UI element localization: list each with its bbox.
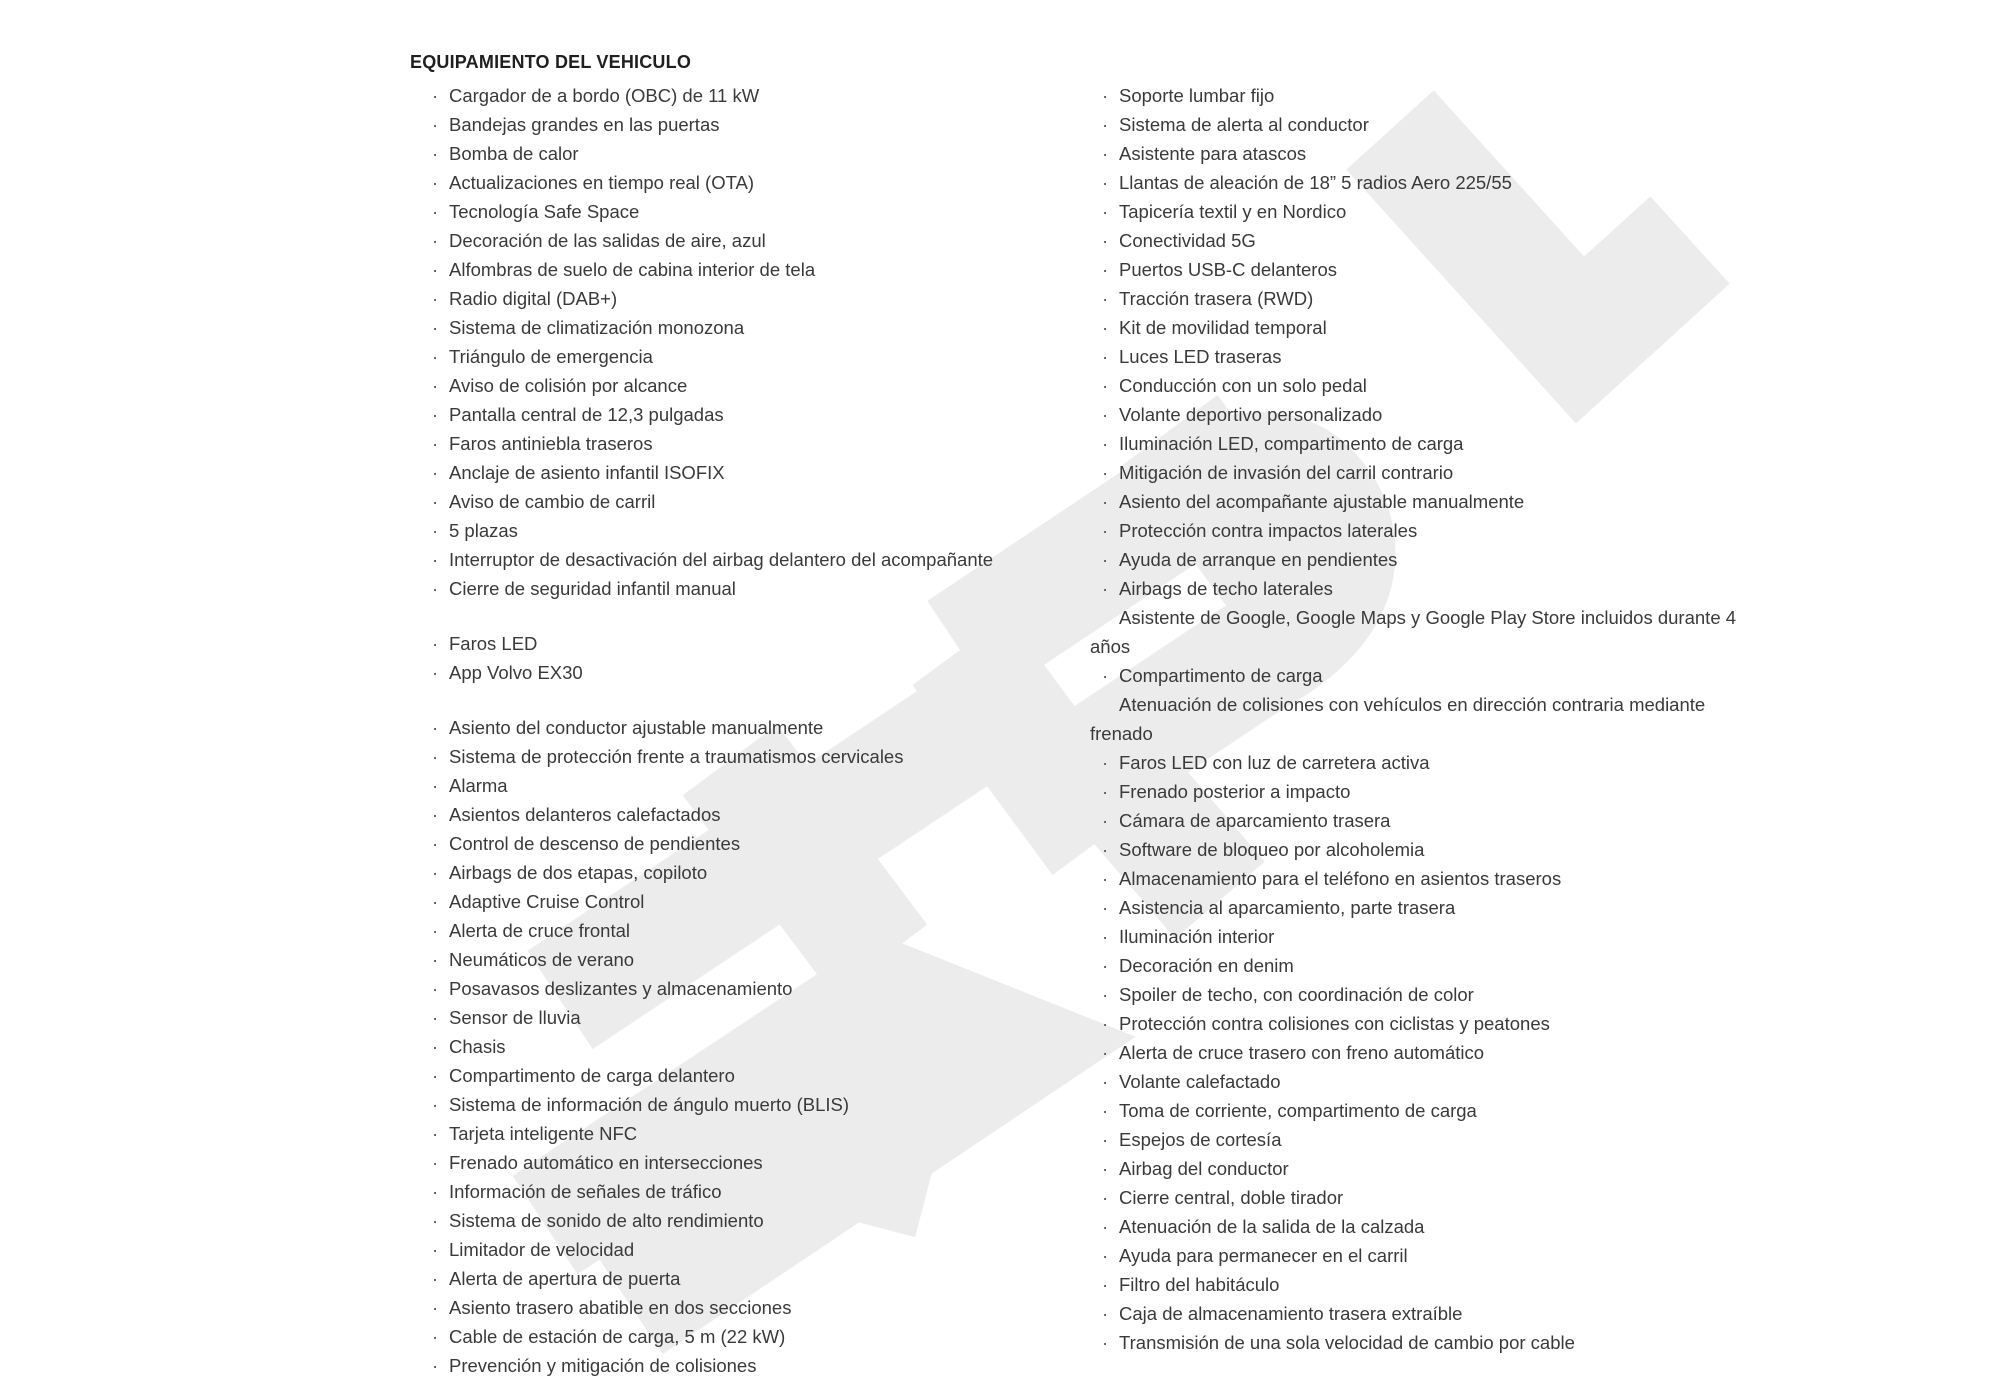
list-item: · Asistencia al aparcamiento, parte trasera <box>1090 893 1770 922</box>
list-item: · Cierre de seguridad infantil manual <box>410 574 1050 603</box>
list-item: · Decoración de las salidas de aire, azul <box>410 226 1050 255</box>
list-item: · Spoiler de techo, con coordinación de color <box>1090 980 1770 1009</box>
list-item: · Atenuación de colisiones con vehículos en dirección contraria mediante frenado <box>1090 690 1770 748</box>
list-item: · Alerta de cruce frontal <box>410 916 1050 945</box>
list-item: · Bandejas grandes en las puertas <box>410 110 1050 139</box>
list-item: · Neumáticos de verano <box>410 945 1050 974</box>
list-item: · Protección contra impactos laterales <box>1090 516 1770 545</box>
list-item: · Chasis <box>410 1032 1050 1061</box>
list-item: · Compartimento de carga <box>1090 661 1770 690</box>
list-item: · Cargador de a bordo (OBC) de 11 kW <box>410 81 1050 110</box>
list-item: · Volante deportivo personalizado <box>1090 400 1770 429</box>
list-item: · Protección contra colisiones con ciclistas y peatones <box>1090 1009 1770 1038</box>
list-item: · Radio digital (DAB+) <box>410 284 1050 313</box>
list-item: · Cable de estación de carga, 5 m (22 kW) <box>410 1322 1050 1351</box>
list-item: · Aviso de colisión por alcance <box>410 371 1050 400</box>
list-item: · Espejos de cortesía <box>1090 1125 1770 1154</box>
list-item: · Sistema de climatización monozona <box>410 313 1050 342</box>
list-item: · Compartimento de carga delantero <box>410 1061 1050 1090</box>
list-item: · Anclaje de asiento infantil ISOFIX <box>410 458 1050 487</box>
list-item: · Volante calefactado <box>1090 1067 1770 1096</box>
list-item: · Filtro del habitáculo <box>1090 1270 1770 1299</box>
list-item: · Limitador de velocidad <box>410 1235 1050 1264</box>
list-item: · Faros LED <box>410 629 1050 658</box>
list-item: · Tracción trasera (RWD) <box>1090 284 1770 313</box>
list-item: · Sistema de protección frente a traumatismos cervicales <box>410 742 1050 771</box>
equipment-document <box>410 50 1770 1376</box>
right-column <box>1090 81 1770 1357</box>
list-item: · Decoración en denim <box>1090 951 1770 980</box>
list-item: · Interruptor de desactivación del airbag delantero del acompañante <box>410 545 1050 574</box>
left-group-3 <box>410 713 1050 1380</box>
list-item: · Asiento trasero abatible en dos secciones <box>410 1293 1050 1322</box>
list-item: · Prevención y mitigación de colisiones <box>410 1351 1050 1380</box>
list-item: · Frenado automático en intersecciones <box>410 1148 1050 1177</box>
list-item: · Airbag del conductor <box>1090 1154 1770 1183</box>
list-item: · Ayuda para permanecer en el carril <box>1090 1241 1770 1270</box>
left-group-1 <box>410 81 1050 603</box>
list-item: · Mitigación de invasión del carril contrario <box>1090 458 1770 487</box>
left-column <box>410 81 1050 1380</box>
list-item: · 5 plazas <box>410 516 1050 545</box>
list-item: · Iluminación interior <box>1090 922 1770 951</box>
list-item: · Frenado posterior a impacto <box>1090 777 1770 806</box>
list-item: · Kit de movilidad temporal <box>1090 313 1770 342</box>
list-item: · Actualizaciones en tiempo real (OTA) <box>410 168 1050 197</box>
list-item: · Asiento del acompañante ajustable manualmente <box>1090 487 1770 516</box>
document-title: EQUIPAMIENTO DEL VEHICULO <box>410 52 692 72</box>
list-item: · Tarjeta inteligente NFC <box>410 1119 1050 1148</box>
list-item: · Atenuación de la salida de la calzada <box>1090 1212 1770 1241</box>
left-group-2 <box>410 629 1050 687</box>
list-item: · Sistema de información de ángulo muerto (BLIS) <box>410 1090 1050 1119</box>
list-item: · Cámara de aparcamiento trasera <box>1090 806 1770 835</box>
list-item: · Transmisión de una sola velocidad de cambio por cable <box>1090 1328 1770 1357</box>
list-item: · Tapicería textil y en Nordico <box>1090 197 1770 226</box>
list-item: · Asientos delanteros calefactados <box>410 800 1050 829</box>
list-item: · Posavasos deslizantes y almacenamiento <box>410 974 1050 1003</box>
list-item: · Tecnología Safe Space <box>410 197 1050 226</box>
list-item: · Sensor de lluvia <box>410 1003 1050 1032</box>
list-item: · Caja de almacenamiento trasera extraíble <box>1090 1299 1770 1328</box>
list-item: · Faros antiniebla traseros <box>410 429 1050 458</box>
list-item: · Puertos USB-C delanteros <box>1090 255 1770 284</box>
list-item: · Iluminación LED, compartimento de carga <box>1090 429 1770 458</box>
list-item: · Luces LED traseras <box>1090 342 1770 371</box>
list-item: · Control de descenso de pendientes <box>410 829 1050 858</box>
list-item: · Adaptive Cruise Control <box>410 887 1050 916</box>
list-item: · Triángulo de emergencia <box>410 342 1050 371</box>
list-item: · Software de bloqueo por alcoholemia <box>1090 835 1770 864</box>
list-item: · Información de señales de tráfico <box>410 1177 1050 1206</box>
list-item: · Bomba de calor <box>410 139 1050 168</box>
list-item: · Cierre central, doble tirador <box>1090 1183 1770 1212</box>
list-item: · Conducción con un solo pedal <box>1090 371 1770 400</box>
list-item: · Airbags de techo laterales <box>1090 574 1770 603</box>
list-item: · Asistente de Google, Google Maps y Google Play Store incluidos durante 4 años <box>1090 603 1770 661</box>
list-item: · Asiento del conductor ajustable manualmente <box>410 713 1050 742</box>
list-item: · Conectividad 5G <box>1090 226 1770 255</box>
list-item: · App Volvo EX30 <box>410 658 1050 687</box>
list-item: · Alarma <box>410 771 1050 800</box>
list-item: · Aviso de cambio de carril <box>410 487 1050 516</box>
list-item: · Faros LED con luz de carretera activa <box>1090 748 1770 777</box>
list-item: · Almacenamiento para el teléfono en asientos traseros <box>1090 864 1770 893</box>
list-item: · Asistente para atascos <box>1090 139 1770 168</box>
list-item: · Sistema de sonido de alto rendimiento <box>410 1206 1050 1235</box>
right-list <box>1090 81 1770 1357</box>
list-item: · Soporte lumbar fijo <box>1090 81 1770 110</box>
list-item: · Llantas de aleación de 18” 5 radios Aero 225/55 <box>1090 168 1770 197</box>
list-item: · Alerta de apertura de puerta <box>410 1264 1050 1293</box>
list-item: · Toma de corriente, compartimento de carga <box>1090 1096 1770 1125</box>
list-item: · Alerta de cruce trasero con freno automático <box>1090 1038 1770 1067</box>
spacer <box>410 687 1050 713</box>
list-item: · Airbags de dos etapas, copiloto <box>410 858 1050 887</box>
list-item: · Sistema de alerta al conductor <box>1090 110 1770 139</box>
list-item: · Ayuda de arranque en pendientes <box>1090 545 1770 574</box>
spacer <box>410 603 1050 629</box>
list-item: · Pantalla central de 12,3 pulgadas <box>410 400 1050 429</box>
list-item: · Alfombras de suelo de cabina interior de tela <box>410 255 1050 284</box>
